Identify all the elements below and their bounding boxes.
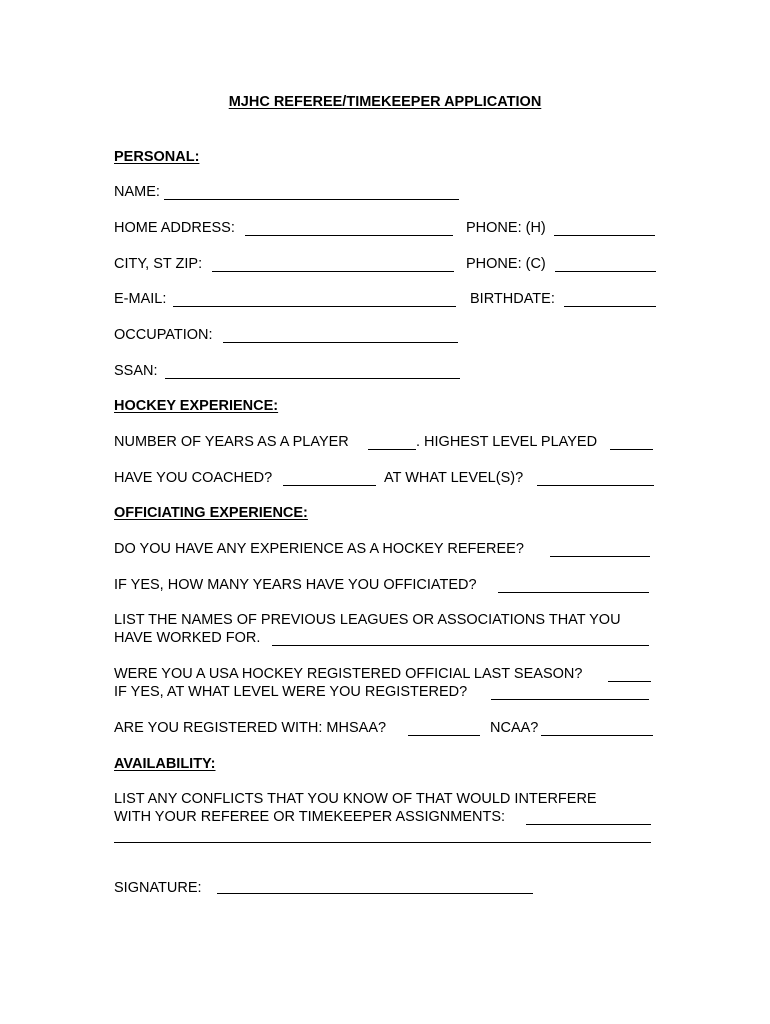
conflicts-label-line2: WITH YOUR REFEREE OR TIMEKEEPER ASSIGNMENTS: (114, 809, 506, 825)
section-officiating-heading: OFFICIATING EXPERIENCE: (114, 505, 308, 521)
city-state-zip-label: CITY, ST ZIP: (114, 256, 203, 272)
phone-cell-label: PHONE: (C) (466, 256, 546, 272)
ssan-field-line[interactable] (165, 378, 460, 379)
phone-home-field-line[interactable] (554, 235, 655, 236)
ncaa-field-line[interactable] (541, 735, 653, 736)
years-officiated-label: IF YES, HOW MANY YEARS HAVE YOU OFFICIATED? (114, 577, 477, 593)
referee-experience-field-line[interactable] (550, 556, 650, 557)
home-address-field-line[interactable] (245, 235, 453, 236)
coached-levels-label: AT WHAT LEVEL(S)? (384, 470, 524, 486)
conflicts-label-line1: LIST ANY CONFLICTS THAT YOU KNOW OF THAT WOULD INTERFERE (114, 791, 597, 807)
ssan-label: SSAN: (114, 363, 158, 379)
home-address-label: HOME ADDRESS: (114, 220, 235, 236)
referee-experience-label: DO YOU HAVE ANY EXPERIENCE AS A HOCKEY REFEREE? (114, 541, 524, 557)
section-hockey-heading: HOCKEY EXPERIENCE: (114, 398, 279, 414)
birthdate-field-line[interactable] (564, 306, 656, 307)
coached-field-line[interactable] (283, 485, 376, 486)
previous-leagues-label-line1: LIST THE NAMES OF PREVIOUS LEAGUES OR ASSOCIATIONS THAT YOU (114, 612, 621, 628)
occupation-field-line[interactable] (223, 342, 458, 343)
coached-levels-field-line[interactable] (537, 485, 654, 486)
name-label: NAME: (114, 184, 160, 200)
email-field-line[interactable] (173, 306, 456, 307)
form-title: MJHC REFEREE/TIMEKEEPER APPLICATION (228, 94, 542, 110)
phone-home-label: PHONE: (H) (466, 220, 546, 236)
previous-leagues-field-line[interactable] (272, 645, 649, 646)
highest-level-field-line[interactable] (610, 449, 653, 450)
phone-cell-field-line[interactable] (555, 271, 656, 272)
registered-with-mhsaa-label: ARE YOU REGISTERED WITH: MHSAA? (114, 720, 387, 736)
years-player-label: NUMBER OF YEARS AS A PLAYER (114, 434, 349, 450)
city-state-zip-field-line[interactable] (212, 271, 454, 272)
mhsaa-field-line[interactable] (408, 735, 480, 736)
conflicts-field-line2[interactable] (114, 842, 651, 843)
usa-hockey-label: WERE YOU A USA HOCKEY REGISTERED OFFICIAL LAST SEASON? (114, 666, 583, 682)
highest-level-label: . HIGHEST LEVEL PLAYED (416, 434, 598, 450)
email-label: E-MAIL: (114, 291, 167, 307)
name-field-line[interactable] (164, 199, 459, 200)
section-personal-heading: PERSONAL: (114, 149, 200, 165)
conflicts-field-line1[interactable] (526, 824, 651, 825)
previous-leagues-label-line2: HAVE WORKED FOR. (114, 630, 261, 646)
section-availability-heading: AVAILABILITY: (114, 756, 216, 772)
registered-level-label: IF YES, AT WHAT LEVEL WERE YOU REGISTERED? (114, 684, 468, 700)
signature-field-line[interactable] (217, 893, 533, 894)
occupation-label: OCCUPATION: (114, 327, 213, 343)
signature-label: SIGNATURE: (114, 880, 202, 896)
usa-hockey-field-line[interactable] (608, 681, 651, 682)
registered-level-field-line[interactable] (491, 699, 649, 700)
birthdate-label: BIRTHDATE: (470, 291, 555, 307)
coached-label: HAVE YOU COACHED? (114, 470, 273, 486)
years-officiated-field-line[interactable] (498, 592, 649, 593)
years-player-field-line[interactable] (368, 449, 416, 450)
ncaa-label: NCAA? (490, 720, 539, 736)
